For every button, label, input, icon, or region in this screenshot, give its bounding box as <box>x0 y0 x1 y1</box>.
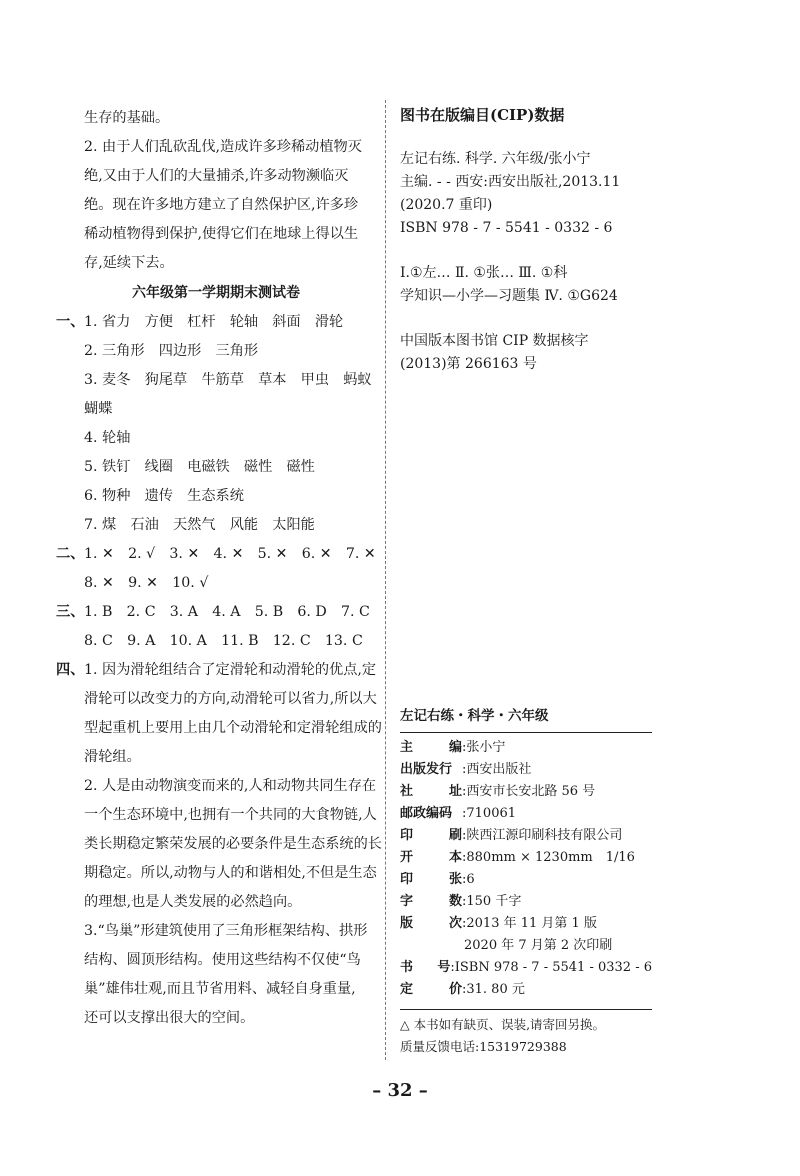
imprint-row <box>400 737 652 759</box>
answer-line: 还可以支撑出很大的空间。 <box>84 1010 255 1026</box>
text-line: 2. 由于人们乱砍乱伐,造成许多珍稀动植物灭 <box>84 139 362 155</box>
imprint-row <box>400 957 652 979</box>
answer-line: 5. 铁钉 线圈 电磁铁 磁性 磁性 <box>84 459 315 475</box>
section-marker: 三、 <box>56 604 85 620</box>
imprint-value: :880mm × 1230mm 1/16 <box>462 850 635 865</box>
answer-line: 1. 省力 方便 杠杆 轮轴 斜面 滑轮 <box>84 314 344 330</box>
text-line: 稀动植物得到保护,使得它们在地球上得以生 <box>84 226 359 242</box>
text-line: 绝,又由于人们的大量捕杀,许多动物濒临灭 <box>84 168 349 184</box>
imprint-row <box>400 869 652 891</box>
answer-line: 8. ✕ 9. ✕ 10. √ <box>84 575 209 591</box>
answer-line: 1. 因为滑轮组结合了定滑轮和动滑轮的优点,定 <box>84 662 377 678</box>
imprint-value: :710061 <box>462 806 517 821</box>
answer-line: 期稳定。所以,动物与人的和谐相处,不但是生态 <box>84 865 377 881</box>
imprint-key: 出版发行 <box>400 762 453 777</box>
section-3 <box>56 598 376 656</box>
answer-line: 巢”雄伟壮观,而且节省用料、减轻自身重量, <box>84 981 356 997</box>
imprint-key: 编 <box>448 740 462 755</box>
answer-line: 结构、圆顶形结构。使用这些结构不仅使“鸟 <box>84 952 361 968</box>
imprint-key: 主 <box>400 740 414 755</box>
imprint-key: 开 <box>400 850 414 865</box>
imprint-key: 本 <box>448 850 462 865</box>
imprint-key: 版 <box>400 916 414 931</box>
imprint-row <box>400 803 652 825</box>
imprint-key: 张 <box>448 872 462 887</box>
section-1 <box>56 308 376 540</box>
imprint-key: 刷 <box>448 828 462 843</box>
answer-line: 一个生态环境中,也拥有一个共同的大食物链,人 <box>84 807 377 823</box>
cip-block <box>400 104 662 376</box>
answer-line: 1. ✕ 2. √ 3. ✕ 4. ✕ 5. ✕ 6. ✕ 7. ✕ <box>84 546 376 562</box>
imprint-value: :2013 年 11 月第 1 版 <box>462 916 597 931</box>
imprint-row <box>400 825 652 847</box>
answer-line: 1. B 2. C 3. A 4. A 5. B 6. D 7. C <box>84 604 370 620</box>
cip-line: (2013)第 266163 号 <box>400 356 537 372</box>
imprint-key: 印 <box>400 828 414 843</box>
answer-line: 8. C 9. A 10. A 11. B 12. C 13. C <box>84 633 363 649</box>
answer-line: 4. 轮轴 <box>84 430 131 446</box>
column-divider <box>385 100 386 1060</box>
imprint-title: 左记右练・科学・六年级 <box>400 706 652 733</box>
imprint-key: 社 <box>400 784 414 799</box>
imprint-value: :西安市长安北路 56 号 <box>462 784 596 799</box>
answer-line: 蝴蝶 <box>84 401 113 417</box>
imprint-value: :150 千字 <box>462 894 522 909</box>
imprint-key: 字 <box>400 894 414 909</box>
answer-line: 2. 三角形 四边形 三角形 <box>84 343 259 359</box>
answer-line: 类长期稳定繁荣发展的必要条件是生态系统的长 <box>84 836 382 852</box>
note-line: 质量反馈电话:15319729388 <box>400 1039 567 1054</box>
answer-line: 3.“鸟巢”形建筑使用了三角形框架结构、拱形 <box>84 923 368 939</box>
cip-line: (2020.7 重印) <box>400 197 493 213</box>
exam-heading: 六年级第一学期期末测试卷 <box>132 285 300 301</box>
imprint-notes <box>400 1009 652 1058</box>
cip-line: 左记右练. 科学. 六年级/张小宁 <box>400 151 591 167</box>
imprint-key: 号 <box>437 960 451 975</box>
imprint-key: 数 <box>448 894 462 909</box>
imprint-key: 价 <box>448 982 462 997</box>
page-number: – 32 – <box>372 1080 428 1101</box>
answer-line: 7. 煤 石油 天然气 风能 太阳能 <box>84 517 315 533</box>
section-marker: 四、 <box>56 662 85 678</box>
imprint-row <box>400 847 652 869</box>
cip-title: 图书在版编目(CIP)数据 <box>400 106 565 124</box>
text-line: 生存的基础。 <box>84 110 170 126</box>
answer-line: 的理想,也是人类发展的必然趋向。 <box>84 894 302 910</box>
imprint-row <box>400 913 652 935</box>
section-marker: 一、 <box>56 314 85 330</box>
section-marker: 二、 <box>56 546 85 562</box>
answer-line: 型起重机上要用上由几个动滑轮和定滑轮组成的 <box>84 720 382 736</box>
answer-line: 滑轮组。 <box>84 749 141 765</box>
imprint-value: :西安出版社 <box>462 762 532 777</box>
imprint-value: :ISBN 978 - 7 - 5541 - 0332 - 6 <box>450 960 652 975</box>
imprint-value: :31. 80 元 <box>462 982 525 997</box>
imprint-value: :6 <box>462 872 475 887</box>
answer-line: 2. 人是由动物演变而来的,人和动物共同生存在 <box>84 778 377 794</box>
section-2 <box>56 540 376 598</box>
imprint-row <box>400 759 652 781</box>
answer-line: 6. 物种 遗传 生态系统 <box>84 488 244 504</box>
imprint-row <box>400 781 652 803</box>
cip-line: ISBN 978 - 7 - 5541 - 0332 - 6 <box>400 220 613 236</box>
section-4 <box>56 656 382 1033</box>
imprint-block <box>400 706 652 1058</box>
imprint-key: 址 <box>448 784 462 799</box>
text-line: 绝。现在许多地方建立了自然保护区,许多珍 <box>84 197 359 213</box>
imprint-key: 邮政编码 <box>400 806 453 821</box>
text-line: 存,延续下去。 <box>84 255 174 271</box>
cip-line: Ⅰ.①左… Ⅱ. ①张… Ⅲ. ①科 <box>400 265 568 281</box>
answer-line: 3. 麦冬 狗尾草 牛筋草 草本 甲虫 蚂蚁 <box>84 372 372 388</box>
imprint-key: 书 <box>400 960 414 975</box>
cip-line: 学知识—小学—习题集 Ⅳ. ①G624 <box>400 288 618 304</box>
imprint-key: 定 <box>400 982 414 997</box>
answer-column <box>56 104 382 1033</box>
imprint-value: :陕西江源印刷科技有限公司 <box>462 828 623 843</box>
imprint-row <box>400 979 652 1001</box>
cip-line: 中国版本图书馆 CIP 数据核字 <box>400 333 589 349</box>
cip-line: 主编. - - 西安:西安出版社,2013.11 <box>400 174 621 190</box>
note-line: △ 本书如有缺页、误装,请寄回另换。 <box>400 1017 606 1032</box>
intro-text <box>56 104 376 278</box>
imprint-edition-continued: 2020 年 7 月第 2 次印刷 <box>464 938 613 953</box>
imprint-value: :张小宁 <box>462 740 506 755</box>
imprint-key: 印 <box>400 872 414 887</box>
imprint-key: 次 <box>448 916 462 931</box>
answer-line: 滑轮可以改变力的方向,动滑轮可以省力,所以大 <box>84 691 377 707</box>
imprint-row <box>400 891 652 913</box>
